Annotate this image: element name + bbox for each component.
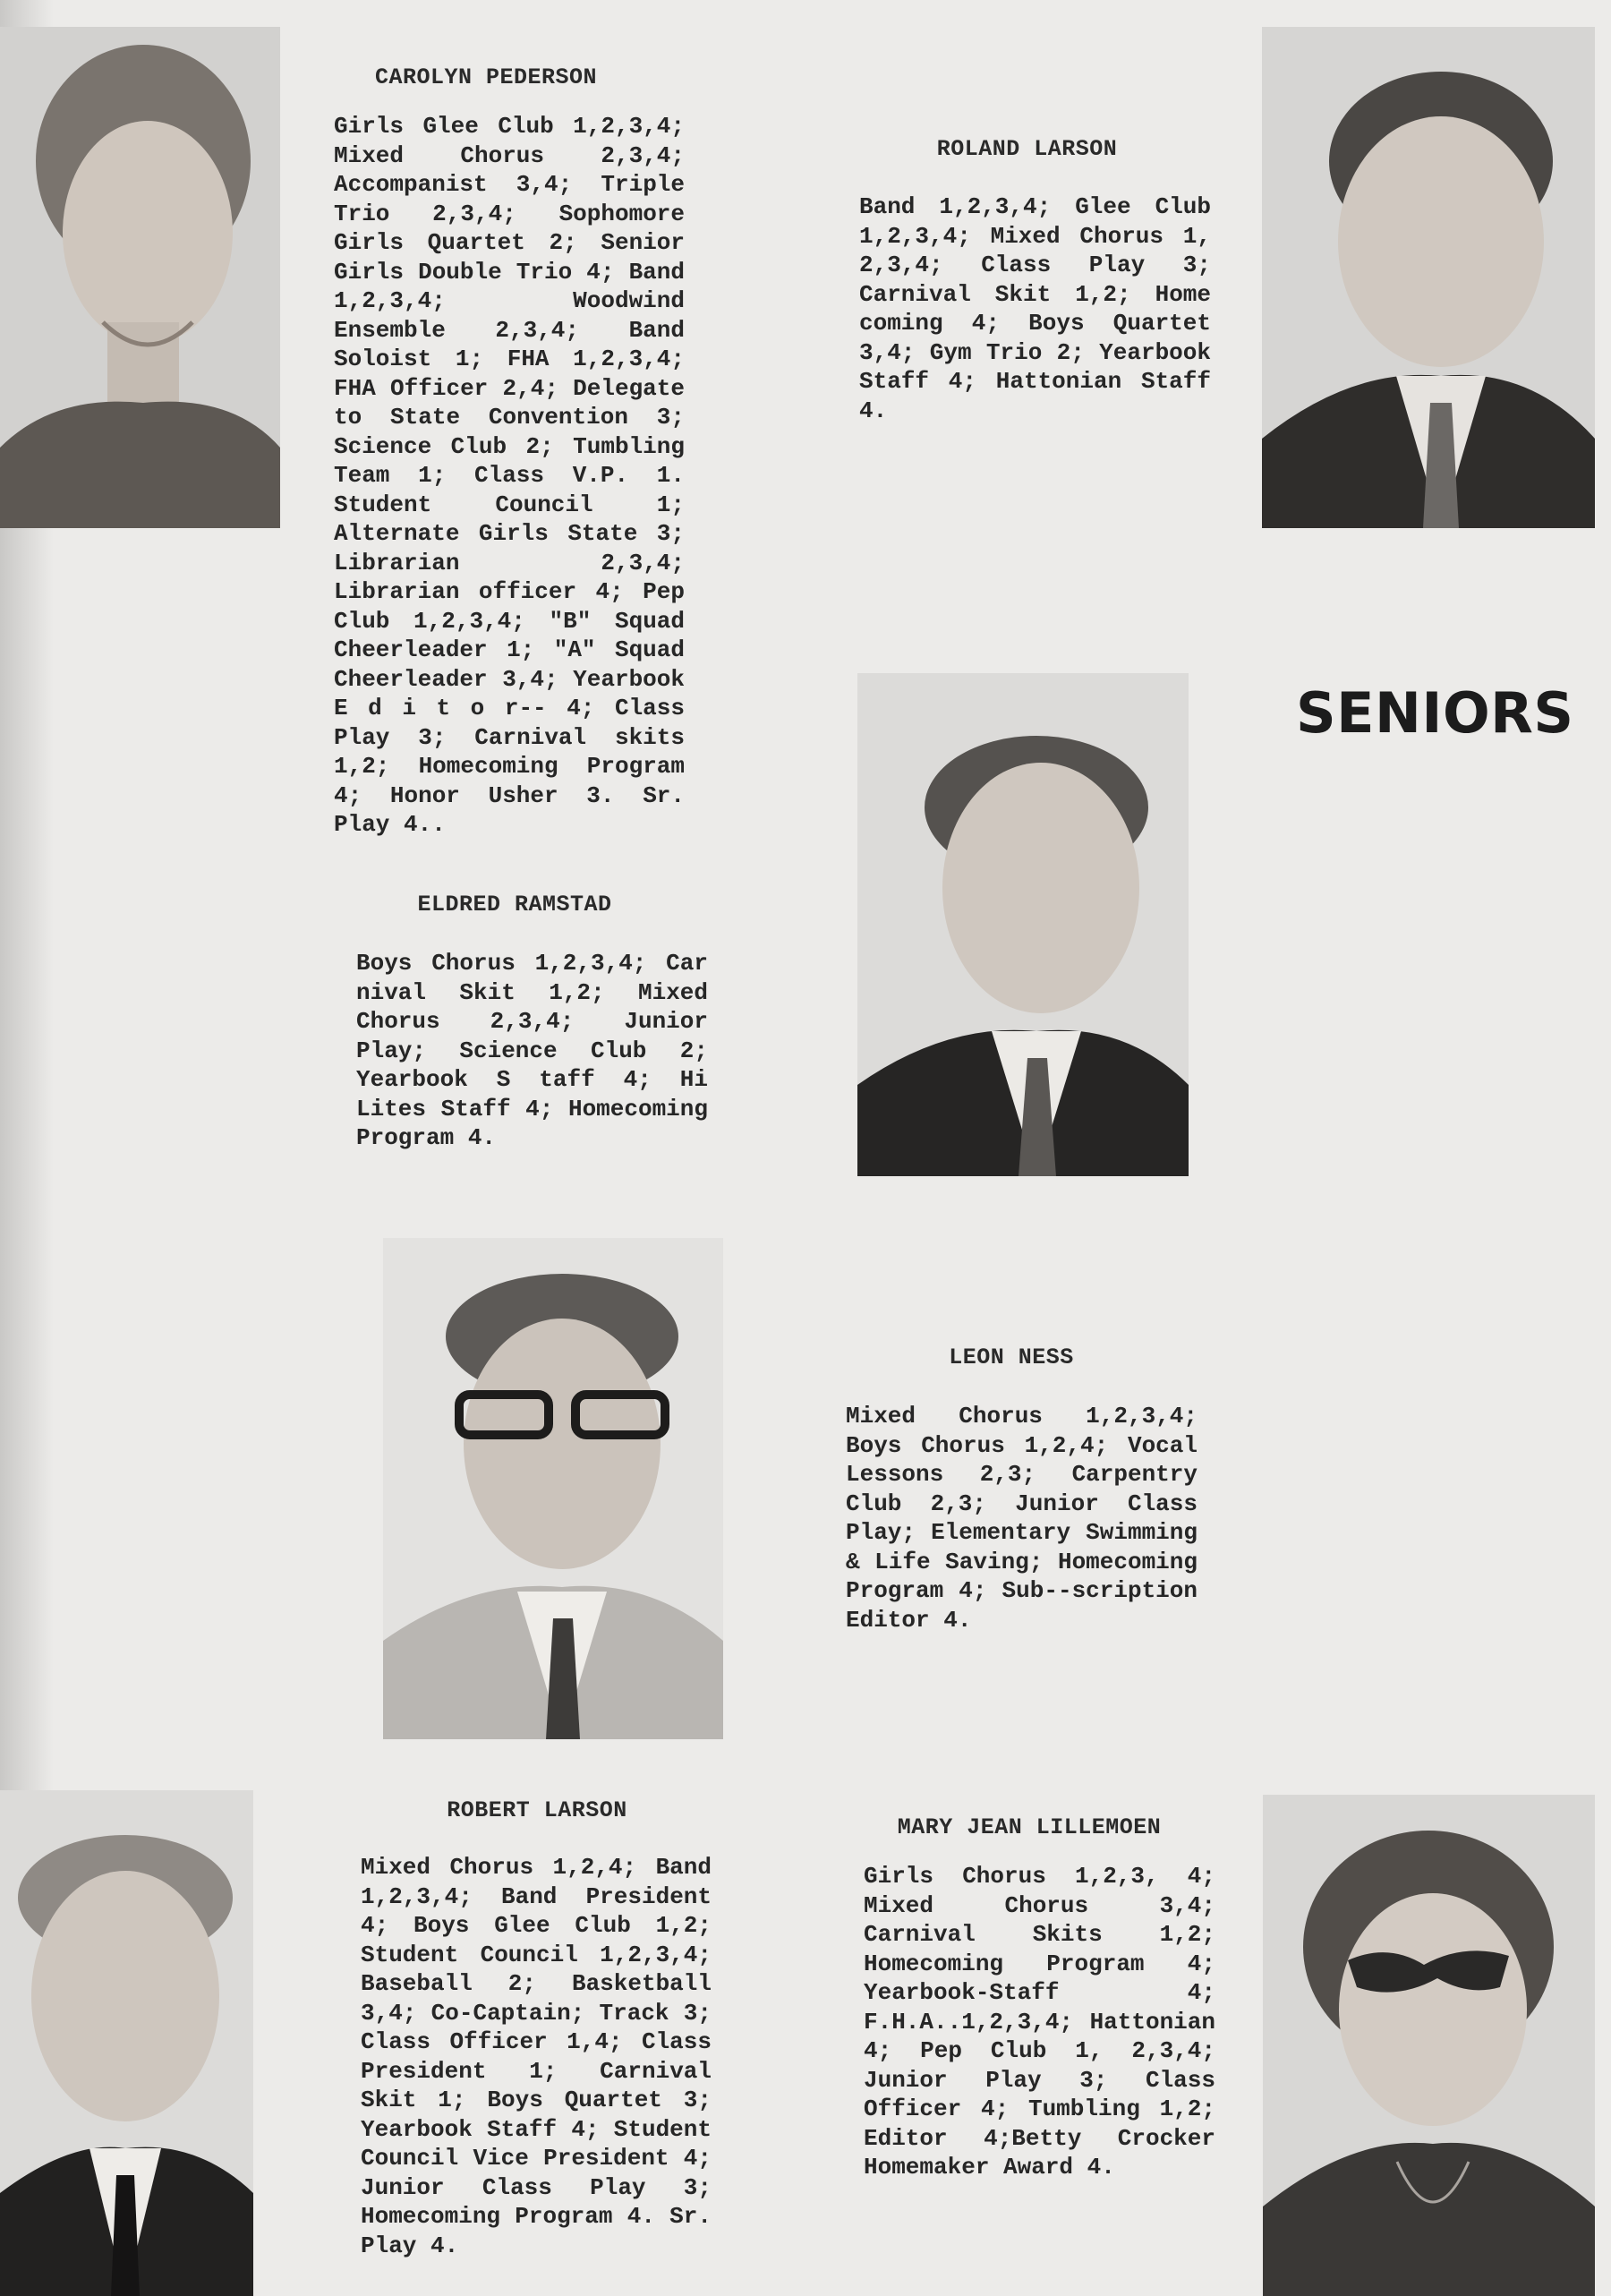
student-bio-roland-larson: Band 1,2,3,4; Glee Club 1,2,3,4; Mixed Chorus 1, 2,3,4; Class Play 3; Carnival Skit 1,2; Home coming 4; Boys Quartet 3,4; Gym Trio 2; Yearbook Staff 4; Hattonian Staff 4.: [859, 193, 1211, 424]
student-bio-robert-larson: Mixed Chorus 1,2,4; Band 1,2,3,4; Band President 4; Boys Glee Club 1,2; Student Council 1,2,3,4; Baseball 2; Basketball 3,4; Co-Captain; Track 3; Class Officer 1,4; Class President 1; Carnival Skit 1; Boys Quartet 3; Yearbook Staff 4; Student Council Vice President 4; Junior Class Play 3; Homecoming Program 4. Sr. Play 4.: [361, 1854, 712, 2259]
student-name-eldred-ramstad: ELDRED RAMSTAD: [417, 892, 612, 918]
portrait-leon-ness: [383, 1238, 723, 1739]
portrait-roland-larson: [1262, 27, 1595, 528]
portrait-eldred-ramstad: [857, 673, 1189, 1176]
student-name-mary-jean-lillemoen: MARY JEAN LILLEMOEN: [897, 1814, 1162, 1840]
student-name-roland-larson: ROLAND LARSON: [936, 136, 1118, 162]
student-name-robert-larson: ROBERT LARSON: [447, 1797, 627, 1823]
portrait-carolyn-pederson: [0, 27, 280, 528]
student-bio-eldred-ramstad: Boys Chorus 1,2,3,4; Car nival Skit 1,2; Mixed Chorus 2,3,4; Junior Play; Science Club 2; Yearbook S taff 4; Hi Lites Staff 4; Homecoming Program 4.: [356, 950, 708, 1151]
student-bio-leon-ness: Mixed Chorus 1,2,3,4; Boys Chorus 1,2,4; Vocal Lessons 2,3; Carpentry Club 2,3; Junior Class Play; Elementary Swimming & Life Saving; Homecoming Program 4; Sub--scription Editor 4.: [846, 1403, 1198, 1634]
student-name-carolyn-pederson: CAROLYN PEDERSON: [374, 64, 598, 90]
portrait-mary-jean-lillemoen: [1263, 1795, 1595, 2296]
student-bio-mary-jean-lillemoen: Girls Chorus 1,2,3, 4; Mixed Chorus 3,4; Carnival Skits 1,2; Homecoming Program 4; Yearbook-Staff 4; F.H.A..1,2,3,4; Hattonian 4; Pep Club 1, 2,3,4; Junior Play 3; Class Officer 4; Tumbling 1,2; Editor 4;Betty Crocker Homemaker Award 4.: [864, 1863, 1215, 2181]
student-bio-carolyn-pederson: Girls Glee Club 1,2,3,4; Mixed Chorus 2,3,4; Accompanist 3,4; Triple Trio 2,3,4; Sophomore Girls Quartet 2; Senior Girls Double Trio 4; Band 1,2,3,4; Woodwind Ensemble 2,3,4; Band Soloist 1; FHA 1,2,3,4; FHA Officer 2,4; Delegate to State Convention 3; Science Club 2; Tumbling Team 1; Class V.P. 1. Student Council 1; Alternate Girls State 3; Librarian 2,3,4; Librarian officer 4; Pep Club 1,2,3,4; "B" Squad Cheerleader 1; "A" Squad Cheerleader 3,4; Yearbook E d i t o r-- 4; Class Play 3; Carnival skits 1,2; Homecoming Program 4; Honor Usher 3. Sr. Play 4..: [334, 113, 685, 838]
portrait-robert-larson: [0, 1790, 253, 2296]
section-title: SENIORS: [1296, 680, 1574, 746]
student-name-leon-ness: LEON NESS: [949, 1344, 1074, 1370]
